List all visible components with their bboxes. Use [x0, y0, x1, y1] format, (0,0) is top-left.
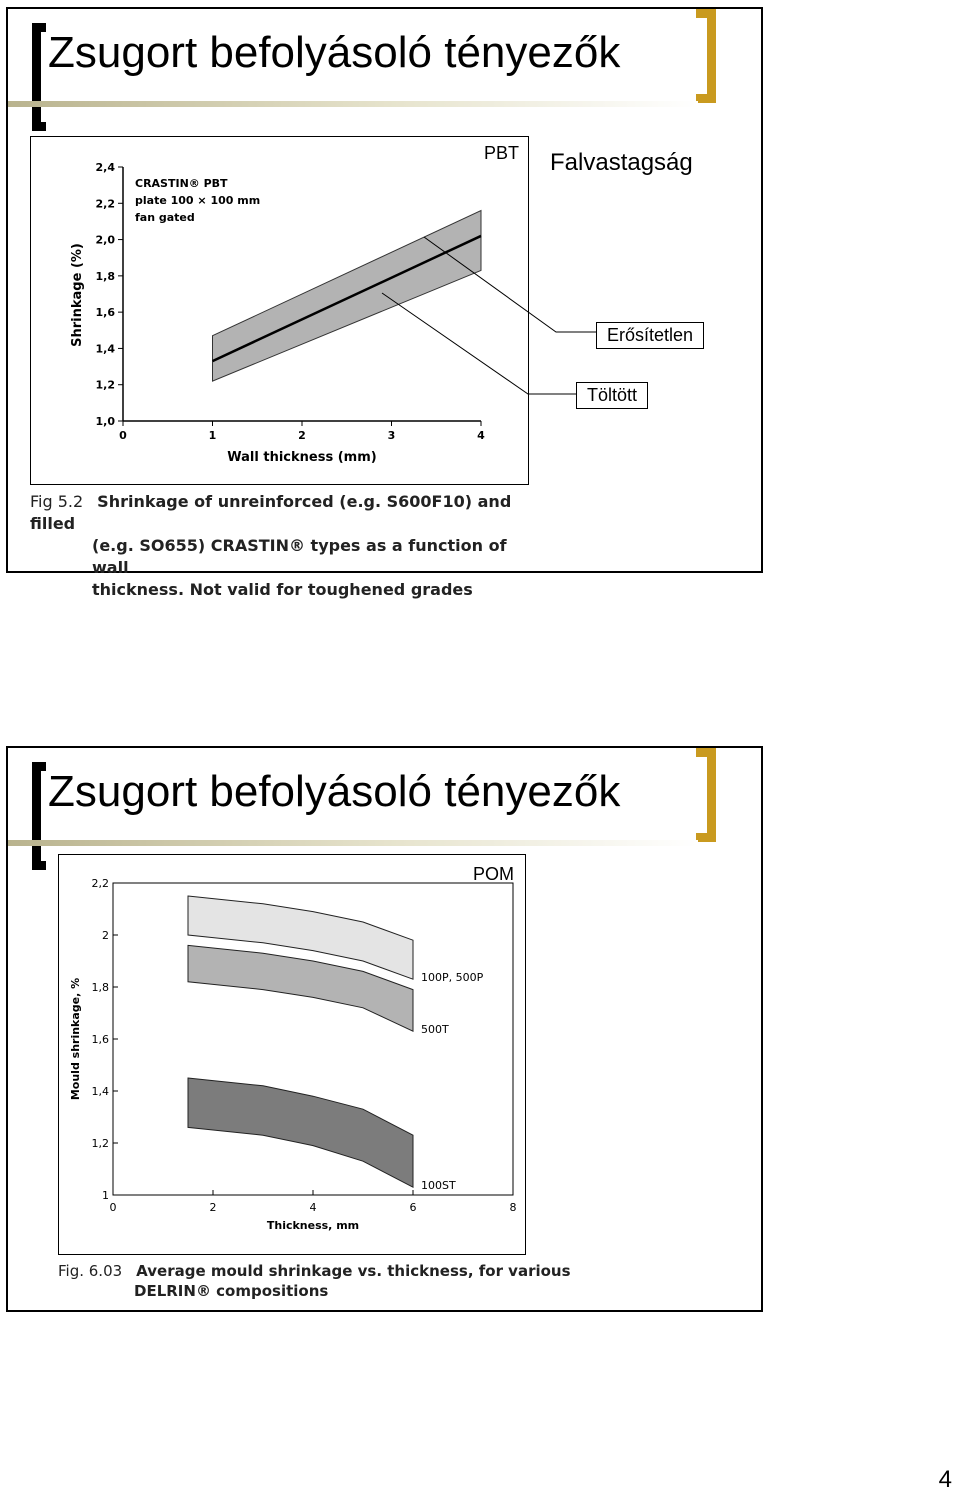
inset-line-3: fan gated	[135, 211, 195, 224]
band-100st	[188, 1078, 413, 1187]
title-rule	[8, 101, 698, 107]
shrinkage-band	[213, 211, 482, 382]
slide-2	[6, 746, 763, 1312]
caption-line-2: DELRIN® compositions	[134, 1282, 329, 1300]
x-tick-label: 1	[208, 429, 217, 442]
x-tick-label: 6	[409, 1201, 417, 1214]
band-100st-label: 100ST	[421, 1179, 456, 1193]
x-tick-label: 8	[509, 1201, 517, 1214]
slide-1	[6, 7, 763, 599]
y-tick-label: 1,6	[91, 1033, 109, 1046]
page-number: 4	[938, 1466, 952, 1493]
slide-title: Zsugort befolyásoló tényezők	[48, 28, 621, 77]
x-tick-label: 0	[109, 1201, 117, 1214]
material-label-pbt: PBT	[484, 143, 520, 163]
caption-line-2: (e.g. SO655) CRASTIN® types as a function of wall	[92, 536, 507, 577]
wall-thickness-heading: Falvastagság	[550, 149, 693, 176]
inset-line-1: CRASTIN® PBT	[135, 177, 228, 190]
y-axis-title: Shrinkage (%)	[70, 243, 85, 347]
y-tick-label: 1,2	[91, 1137, 109, 1150]
y-tick-label: 1,2	[95, 378, 115, 392]
x-tick-label: 2	[209, 1201, 217, 1214]
y-axis-title: Mould shrinkage, %	[69, 977, 82, 1101]
x-tick-label: 2	[298, 429, 306, 442]
callout-filled: Töltött	[576, 382, 648, 409]
right-bracket-decoration	[696, 9, 716, 103]
figure-caption-pbt	[30, 491, 530, 601]
slide-title: Zsugort befolyásoló tényezők	[48, 767, 621, 816]
y-tick-label: 1,4	[95, 342, 115, 356]
band-500t-label: 500T	[421, 1023, 449, 1037]
material-label-pom: POM	[473, 864, 515, 884]
x-tick-label: 4	[477, 429, 485, 442]
figure-number: Fig. 6.03	[58, 1262, 123, 1280]
x-tick-label: 0	[119, 429, 127, 442]
y-tick-label: 2,0	[95, 233, 115, 247]
y-tick-label: 2,2	[95, 197, 115, 211]
pbt-shrinkage-chart	[31, 137, 528, 484]
y-tick-label: 2,2	[91, 877, 109, 890]
pom-chart-frame	[58, 854, 526, 1255]
x-tick-label: 3	[387, 429, 396, 442]
callout-unreinforced: Erősítetlen	[596, 322, 704, 349]
figure-caption-pom	[58, 1261, 578, 1301]
y-tick-label: 1	[102, 1189, 109, 1202]
inset-line-2: plate 100 × 100 mm	[135, 194, 261, 207]
caption-line-1: Shrinkage of unreinforced (e.g. S600F10) and filled	[30, 492, 512, 533]
band-100p-500p-label: 100P, 500P	[421, 971, 484, 985]
left-bracket-decoration	[32, 23, 46, 131]
y-tick-label: 2,4	[95, 161, 115, 174]
y-tick-label: 1,8	[91, 981, 109, 994]
left-bracket-decoration	[32, 762, 46, 870]
caption-line-1: Average mould shrinkage vs. thickness, for various	[136, 1262, 571, 1280]
title-rule	[8, 840, 698, 846]
caption-line-3: thickness. Not valid for toughened grades	[92, 580, 473, 599]
x-axis-title: Wall thickness (mm)	[227, 450, 377, 465]
y-tick-label: 1,4	[91, 1085, 109, 1098]
pom-shrinkage-chart	[59, 855, 525, 1254]
right-bracket-decoration	[696, 748, 716, 842]
shrinkage-center-line	[213, 236, 482, 361]
figure-number: Fig 5.2	[30, 492, 84, 511]
x-axis-title: Thickness, mm	[266, 1219, 360, 1232]
pbt-chart-frame	[30, 136, 529, 485]
y-tick-label: 1,6	[95, 306, 115, 320]
y-tick-label: 1,0	[95, 415, 115, 428]
y-tick-label: 1,8	[95, 269, 115, 283]
x-tick-label: 4	[309, 1201, 317, 1214]
y-tick-label: 2	[102, 929, 109, 942]
